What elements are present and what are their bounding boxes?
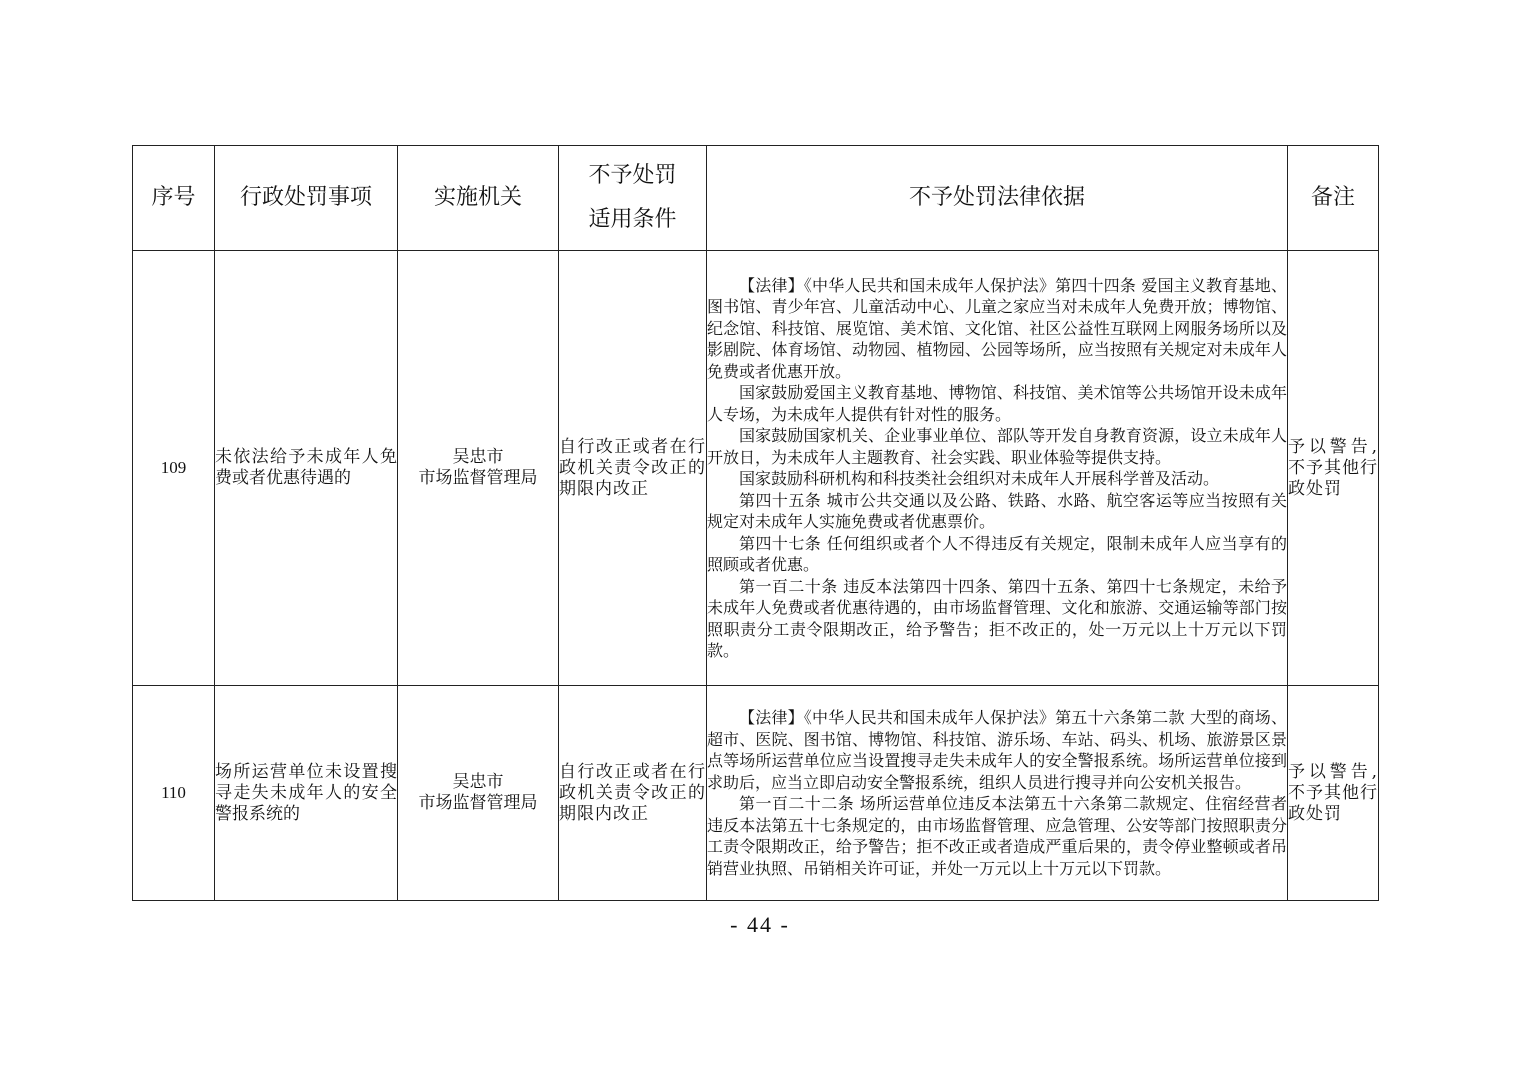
legal-basis-paragraph: 国家鼓励国家机关、企业事业单位、部队等开发自身教育资源，设立未成年人开放日，为未成年人主题教育、社会实践、职业体验等提供支持。 (707, 426, 1287, 467)
table-row (133, 251, 1379, 686)
serial-no-cell: 110 (133, 686, 215, 901)
header-condition-line-2: 适用条件 (588, 207, 677, 232)
agency-city: 吴忠市 (452, 447, 504, 467)
agency-city: 吴忠市 (452, 772, 504, 792)
serial-no-cell: 109 (133, 251, 215, 686)
penalty-item-cell: 场所运营单位未设置搜寻走失未成年人的安全警报系统的 (215, 686, 398, 901)
header-penalty-item: 行政处罚事项 (215, 146, 398, 251)
agency-bureau: 市场监督管理局 (418, 793, 538, 813)
condition-cell: 自行改正或者在行政机关责令改正的期限内改正 (559, 686, 707, 901)
agency-cell (398, 251, 559, 686)
legal-basis-paragraph: 第四十五条 城市公共交通以及公路、铁路、水路、航空客运等应当按照有关规定对未成年人实施免费或者优惠票价。 (707, 490, 1287, 531)
header-condition-line-1: 不予处罚 (588, 163, 677, 188)
condition-cell: 自行改正或者在行政机关责令改正的期限内改正 (559, 251, 707, 686)
legal-basis-paragraph: 国家鼓励爱国主义教育基地、博物馆、科技馆、美术馆等公共场馆开设未成年人专场，为未成年人提供有针对性的服务。 (707, 383, 1287, 424)
legal-basis-paragraph: 国家鼓励科研机构和科技类社会组织对未成年人开展科学普及活动。 (739, 469, 1220, 488)
header-remarks: 备注 (1288, 146, 1379, 251)
legal-basis-paragraph: 【法律】《中华人民共和国未成年人保护法》第四十四条 爱国主义教育基地、图书馆、青少年宫、儿童活动中心、儿童之家应当对未成年人免费开放；博物馆、纪念馆、科技馆、展览馆、美术馆、文化馆、社区公益性互联网上网服务场所以及影剧院、体育场馆、动物园、植物园、公园等场所，应当按照有关规定对未成年人免费或者优惠开放。 (707, 275, 1287, 381)
legal-basis-cell (707, 251, 1288, 686)
agency-bureau: 市场监督管理局 (418, 468, 538, 488)
penalty-item-cell: 未依法给予未成年人免费或者优惠待遇的 (215, 251, 398, 686)
header-legal-basis: 不予处罚法律依据 (707, 146, 1288, 251)
table-header-row (133, 146, 1379, 251)
legal-basis-paragraph: 第一百二十条 违反本法第四十四条、第四十五条、第四十七条规定，未给予未成年人免费或者优惠待遇的，由市场监督管理、文化和旅游、交通运输等部门按照职责分工责令限期改正，给予警告；拒不改正的，处一万元以上十万元以下罚款。 (707, 576, 1287, 660)
header-implementing-agency: 实施机关 (398, 146, 559, 251)
legal-basis-cell (707, 686, 1288, 901)
agency-cell (398, 686, 559, 901)
penalty-table (132, 145, 1379, 901)
page-number: - 44 - (730, 912, 790, 937)
remarks-cell: 予以警告,不予其他行政处罚 (1288, 251, 1379, 686)
legal-basis-paragraph: 第四十七条 任何组织或者个人不得违反有关规定，限制未成年人应当享有的照顾或者优惠。 (707, 533, 1287, 574)
header-exemption-condition (559, 146, 707, 251)
table-row (133, 686, 1379, 901)
remarks-cell: 予以警告,不予其他行政处罚 (1288, 686, 1379, 901)
legal-basis-paragraph: 【法律】《中华人民共和国未成年人保护法》第五十六条第二款 大型的商场、超市、医院、图书馆、博物馆、科技馆、游乐场、车站、码头、机场、旅游景区景点等场所运营单位应当设置搜寻走失未成年人的安全警报系统。场所运营单位接到求助后，应当立即启动安全警报系统，组织人员进行搜寻并向公安机关报告。 (707, 708, 1287, 792)
legal-basis-paragraph: 第一百二十二条 场所运营单位违反本法第五十六条第二款规定、住宿经营者违反本法第五十七条规定的，由市场监督管理、应急管理、公安等部门按照职责分工责令限期改正，给予警告；拒不改正或者造成严重后果的，责令停业整顿或者吊销营业执照、吊销相关许可证，并处一万元以上十万元以下罚款。 (707, 794, 1287, 878)
header-serial-no: 序号 (133, 146, 215, 251)
